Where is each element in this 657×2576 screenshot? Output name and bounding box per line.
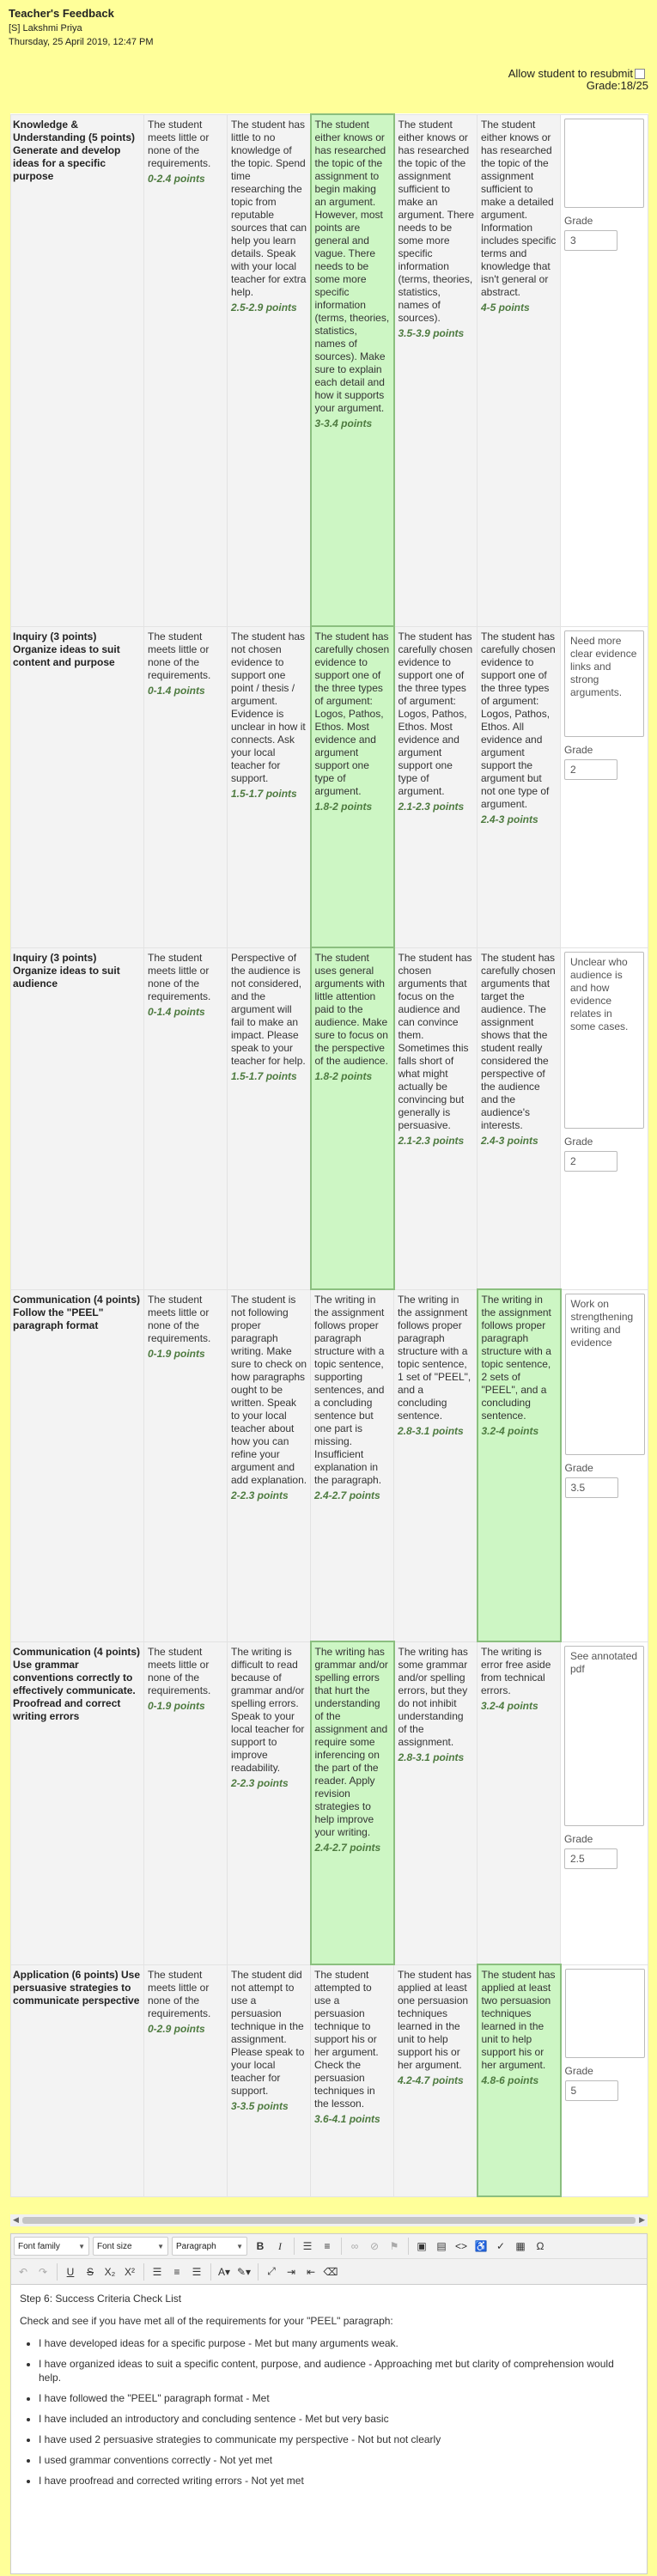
level-description: The student is not following proper paragraph writing. Make sure to check on how paragraphs ought to be written. Speak to your local teacher about how you can refine your argument and add explanation.	[231, 1293, 307, 1486]
underline-icon[interactable]: U	[66, 2265, 75, 2278]
media-icon[interactable]: ▤	[436, 2240, 447, 2252]
rubric-level[interactable]	[144, 1289, 228, 1641]
criterion-description: Application (6 points) Use persuasive strategies to communicate perspective	[11, 1964, 144, 2196]
background-color-icon[interactable]: ✎▾	[236, 2265, 252, 2278]
level-description: The writing in the assignment follows proper paragraph structure with a topic sentence, 1 set of "PEEL", and a concluding sentence.	[398, 1293, 471, 1422]
rubric-level[interactable]	[228, 1964, 311, 2196]
level-points: 2.4-2.7 points	[314, 1842, 381, 1854]
feedback-date: Thursday, 25 April 2019, 12:47 PM	[9, 37, 154, 47]
level-description: The student either knows or has researched the topic of the assignment sufficient to make an argument. There needs to be some more specific information (terms, theories, statistics, names of sources).	[398, 118, 474, 324]
grade-label: Grade	[564, 1832, 593, 1845]
list-item: • I have proofread and corrected writing errors - Not yet met	[39, 2474, 638, 2488]
rubric-level[interactable]	[394, 626, 478, 947]
rubric-level[interactable]	[228, 947, 311, 1289]
link-icon[interactable]: ∞	[350, 2240, 359, 2252]
remark-textarea[interactable]: Need more clear evidence links and strong arguments.	[564, 630, 644, 737]
level-description: The student either knows or has researched the topic of the assignment sufficient to make a detailed argument. Information includes specific terms and knowledge that isn't general or abstract.	[481, 118, 557, 298]
font-size-select[interactable]	[93, 2237, 168, 2256]
list-item: • I have organized ideas to suit a specific content, purpose, and audience - Approaching met but clarity of comprehension would help.	[39, 2357, 638, 2384]
scrollbar-thumb[interactable]	[22, 2217, 636, 2224]
page-title: Teacher's Feedback	[9, 7, 114, 20]
level-points: 2.4-3 points	[481, 1134, 538, 1147]
horizontal-scrollbar[interactable]	[10, 2214, 648, 2226]
level-points: 2.4-2.7 points	[314, 1489, 380, 1501]
rubric-level[interactable]	[478, 114, 561, 626]
rubric-table	[10, 113, 648, 2197]
rubric-level[interactable]	[228, 114, 311, 626]
rubric-level[interactable]	[311, 1289, 394, 1641]
level-description: The student has not chosen evidence to support one point / thesis / argument. Evidence is unclear in how it connects. Ask your local teacher for support.	[231, 630, 306, 784]
level-points: 2.4-3 points	[481, 813, 538, 825]
criterion-description: Communication (4 points) Use grammar conventions correctly to effectively communicate. Proofread and correct writing errors	[11, 1641, 144, 1964]
text-color-icon[interactable]: A▾	[217, 2265, 231, 2278]
level-description: The student meets little or none of the requirements.	[148, 1968, 211, 2019]
level-points: 2.5-2.9 points	[231, 301, 297, 314]
level-description: The writing in the assignment follows proper paragraph structure with a topic sentence, 2 sets of "PEEL", and a concluding sentence.	[481, 1294, 551, 1422]
level-description: The student meets little or none of the requirements.	[148, 1645, 211, 1696]
rubric-level[interactable]	[478, 1641, 561, 1964]
toolbar-separator	[143, 2263, 144, 2281]
level-description: The student has applied at least two persuasion techniques learned in the unit to help support his or her argument.	[481, 1969, 556, 2071]
toolbar-separator	[57, 2263, 58, 2281]
level-description: The student meets little or none of the requirements.	[148, 951, 211, 1002]
font-size-value: Font size	[97, 2241, 132, 2251]
grade-input[interactable]: 2	[564, 759, 617, 780]
redo-icon[interactable]: ↷	[38, 2265, 48, 2278]
level-description: The student attempted to use a persuasion technique to support his or her argument. Check the persuasion techniques in the lesson.	[314, 1969, 379, 2110]
rubric-level[interactable]	[144, 947, 228, 1289]
level-points: 2-2.3 points	[231, 1489, 289, 1501]
level-points: 4-5 points	[481, 301, 530, 314]
table-icon[interactable]: ▦	[515, 2240, 526, 2252]
italic-icon[interactable]: I	[278, 2239, 282, 2252]
list-item: • I have included an introductory and concluding sentence - Met but very basic	[39, 2412, 638, 2426]
rubric-level[interactable]	[228, 1289, 311, 1641]
editor-toolbar-primary	[11, 2234, 647, 2259]
align-left-icon[interactable]: ☰	[152, 2265, 162, 2278]
chevron-down-icon: ▼	[78, 2242, 85, 2250]
level-points: 0-2.4 points	[148, 172, 205, 185]
student-name: [S] Lakshmi Priya	[9, 23, 82, 33]
grade-input[interactable]: 2.5	[564, 1848, 617, 1869]
level-description: The writing has some grammar and/or spelling errors, but they do not inhibit understanding of the assignment.	[398, 1645, 468, 1748]
grade-input[interactable]: 2	[564, 1151, 617, 1172]
remark-cell	[561, 626, 648, 947]
rubric-row	[11, 626, 648, 947]
criterion-description: Inquiry (3 points) Organize ideas to suit content and purpose	[11, 626, 144, 947]
level-points: 3.2-4 points	[481, 1425, 539, 1437]
outdent-icon[interactable]: ⇤	[306, 2265, 316, 2278]
rich-text-editor	[10, 2233, 648, 2574]
level-description: The student either knows or has researched the topic of the assignment to begin making an argument. However, most points are general and vague. There needs to be some more specific information (terms, theories, statistics, names of sources). Make sure to explain each detail and how it supports your argument.	[314, 119, 390, 414]
level-description: The student meets little or none of the requirements.	[148, 118, 211, 169]
format-select[interactable]	[172, 2237, 247, 2256]
special-character-icon[interactable]: Ω	[536, 2240, 544, 2252]
rubric-level-selected[interactable]	[478, 1964, 561, 2196]
editor-intro: Check and see if you have met all of the requirements for your "PEEL" paragraph:	[20, 2315, 393, 2327]
success-criteria-list	[20, 2336, 638, 2488]
remark-cell	[561, 1964, 648, 2196]
criterion-description: Knowledge & Understanding (5 points) Generate and develop ideas for a specific purpose	[11, 114, 144, 626]
toolbar-separator	[408, 2238, 409, 2255]
spellcheck-icon[interactable]: ✓	[496, 2240, 506, 2252]
editor-content[interactable]	[11, 2285, 647, 2501]
remark-textarea[interactable]: See annotated pdf	[564, 1646, 644, 1826]
level-points: 0-1.9 points	[148, 1699, 205, 1712]
font-family-select[interactable]	[14, 2237, 89, 2256]
rubric-row	[11, 947, 648, 1289]
level-points: 3.6-4.1 points	[314, 2113, 380, 2125]
level-points: 3-3.4 points	[314, 417, 373, 429]
level-points: 2.1-2.3 points	[398, 1134, 465, 1147]
subscript-icon[interactable]: X₂	[104, 2265, 116, 2278]
list-item: • I used grammar conventions correctly - Not yet met	[39, 2453, 638, 2467]
grade-label: Grade	[564, 2064, 593, 2077]
numbered-list-icon[interactable]: ≡	[324, 2240, 331, 2252]
rubric-level[interactable]	[394, 947, 478, 1289]
format-value: Paragraph	[176, 2241, 216, 2251]
level-points: 0-1.4 points	[148, 684, 205, 697]
font-family-value: Font family	[18, 2241, 60, 2251]
rubric-level[interactable]	[394, 114, 478, 626]
indent-icon[interactable]: ⇥	[286, 2265, 296, 2278]
criterion-description: Inquiry (3 points) Organize ideas to suit audience	[11, 947, 144, 1289]
level-points: 2-2.3 points	[231, 1776, 289, 1789]
criterion-description: Communication (4 points) Follow the "PEEL" paragraph format	[11, 1289, 144, 1641]
rubric-level[interactable]	[144, 1641, 228, 1964]
superscript-icon[interactable]: X²	[125, 2265, 135, 2278]
align-center-icon[interactable]: ≡	[173, 2265, 180, 2278]
remark-cell	[561, 1289, 648, 1641]
chevron-down-icon: ▼	[157, 2242, 164, 2250]
rubric-level[interactable]	[228, 1641, 311, 1964]
grade-input[interactable]: 3	[564, 230, 617, 251]
rubric-level-selected[interactable]	[311, 947, 394, 1289]
level-points: 3.2-4 points	[481, 1700, 538, 1712]
rubric-level[interactable]	[311, 1964, 394, 2196]
clear-formatting-icon[interactable]: ⌫	[323, 2265, 338, 2278]
rubric-level[interactable]	[478, 947, 561, 1289]
scroll-right-icon[interactable]: ▶	[639, 2215, 645, 2224]
rubric-level[interactable]	[228, 626, 311, 947]
grade-label: Grade	[564, 1461, 593, 1474]
anchor-icon[interactable]: ⚑	[389, 2240, 399, 2252]
level-description: The student has applied at least one persuasion techniques learned in the unit to help support his or her argument.	[398, 1968, 472, 2071]
list-item: • I have used 2 persuasive strategies to communicate my perspective - Not but not clearly	[39, 2433, 638, 2446]
fullscreen-icon[interactable]: ⤢	[267, 2265, 276, 2277]
rubric-level[interactable]	[144, 626, 228, 947]
resubmit-label: Allow student to resubmit	[508, 67, 633, 80]
scroll-left-icon[interactable]: ◀	[13, 2215, 19, 2224]
editor-step-title: Step 6: Success Criteria Check List	[20, 2293, 182, 2305]
toolbar-separator	[210, 2263, 211, 2281]
rubric-level[interactable]	[144, 1964, 228, 2196]
grade-label: Grade	[564, 743, 593, 756]
bold-icon[interactable]: B	[256, 2240, 265, 2252]
level-points: 2.8-3.1 points	[398, 1424, 464, 1437]
level-description: The writing in the assignment follows proper paragraph structure with a topic sentence, supporting sentences, and a concluding sentence but one part is missing. Insufficient explanation in the paragraph.	[314, 1294, 385, 1486]
resubmit-option	[508, 67, 645, 80]
align-right-icon[interactable]: ☰	[192, 2265, 202, 2278]
level-description: The student uses general arguments with little attention paid to the audience. Make sure to focus on the perspective of the audience.	[314, 952, 388, 1067]
level-description: The student has carefully chosen evidence to support one of the three types of argument: Logos, Pathos, Ethos. Most evidence and argument support one type of argument.	[314, 630, 390, 797]
code-icon[interactable]: <>	[454, 2240, 467, 2252]
rubric-row	[11, 114, 648, 626]
level-points: 0-2.9 points	[148, 2022, 205, 2035]
rubric-level-selected[interactable]	[311, 1641, 394, 1964]
grade-label: Grade	[564, 1135, 593, 1148]
rubric-level-selected[interactable]	[311, 114, 394, 626]
list-item: • I have followed the "PEEL" paragraph format - Met	[39, 2391, 638, 2405]
level-description: The student meets little or none of the requirements.	[148, 1293, 211, 1344]
list-item: • I have developed ideas for a specific purpose - Met but many arguments weak.	[39, 2336, 638, 2350]
level-description: Perspective of the audience is not considered, and the argument will fail to make an impact. Please speak to your teacher for help.	[231, 951, 306, 1067]
rubric-level[interactable]	[478, 626, 561, 947]
remark-cell	[561, 947, 648, 1289]
level-description: The student has little to no knowledge of the topic. Spend time researching the topic from reputable sources that can help you learn details. Speak with your local teacher for extra help.	[231, 118, 307, 298]
rubric-level[interactable]	[394, 1641, 478, 1964]
level-description: The student meets little or none of the requirements.	[148, 630, 211, 681]
resubmit-checkbox[interactable]	[635, 69, 645, 79]
total-grade: Grade:18/25	[586, 79, 648, 92]
level-points: 0-1.4 points	[148, 1005, 205, 1018]
feedback-header	[0, 0, 657, 47]
level-points: 1.5-1.7 points	[231, 787, 297, 800]
grade-input[interactable]: 3.5	[565, 1477, 618, 1498]
level-points: 2.8-3.1 points	[398, 1751, 465, 1763]
level-points: 0-1.9 points	[148, 1347, 205, 1360]
remark-textarea[interactable]	[564, 119, 644, 208]
rubric-level-selected[interactable]	[311, 626, 394, 947]
rubric-level[interactable]	[394, 1289, 478, 1641]
remark-textarea[interactable]	[565, 1969, 645, 2058]
level-points: 4.2-4.7 points	[398, 2074, 464, 2086]
level-description: The student has chosen arguments that focus on the audience and can convince them. Sometimes this falls short of what might actually be convincing but generally is persuasive.	[398, 951, 472, 1131]
toolbar-separator	[258, 2263, 259, 2281]
image-icon[interactable]: ▣	[417, 2240, 427, 2252]
rubric-row	[11, 1289, 648, 1641]
unlink-icon[interactable]: ⊘	[369, 2240, 380, 2252]
editor-toolbar-secondary	[11, 2259, 647, 2285]
grade-label: Grade	[564, 214, 593, 227]
toolbar-separator	[294, 2238, 295, 2255]
accessibility-icon[interactable]: ♿	[474, 2240, 488, 2252]
level-description: The student has carefully chosen arguments that target the audience. The assignment shows that the student really considered the perspective of the audience and the audience's interests.	[481, 951, 556, 1131]
remark-textarea[interactable]: Work on strengthening writing and evidence	[565, 1294, 645, 1455]
level-points: 1.8-2 points	[314, 801, 373, 813]
rubric-level[interactable]	[394, 1964, 478, 2196]
level-description: The student did not attempt to use a persuasion technique in the assignment. Please speak to your local teacher for support.	[231, 1968, 305, 2097]
level-description: The writing is error free aside from technical errors.	[481, 1646, 551, 1696]
rubric-level-selected[interactable]	[478, 1289, 561, 1641]
undo-icon[interactable]: ↶	[18, 2265, 28, 2278]
bullet-list-icon[interactable]: ☰	[302, 2240, 313, 2252]
rubric-row	[11, 1964, 648, 2196]
remark-textarea[interactable]: Unclear who audience is and how evidence relates in some cases.	[564, 952, 644, 1129]
level-points: 4.8-6 points	[481, 2074, 539, 2086]
grade-input[interactable]: 5	[565, 2080, 618, 2101]
level-points: 3.5-3.9 points	[398, 326, 465, 339]
rubric-row	[11, 1641, 648, 1964]
remark-cell	[561, 114, 648, 626]
strikethrough-icon[interactable]: S	[86, 2265, 94, 2278]
level-description: The student has carefully chosen evidence to support one of the three types of argument: Logos, Pathos, Ethos. All evidence and argument support the argument but not one type of argument.	[481, 630, 556, 810]
remark-cell	[561, 1641, 648, 1964]
level-description: The student has carefully chosen evidence to support one of the three types of argument: Logos, Pathos, Ethos. Most evidence and argument support one type of argument.	[398, 630, 473, 797]
level-points: 3-3.5 points	[231, 2099, 289, 2112]
toolbar-separator	[341, 2238, 342, 2255]
level-description: The writing is difficult to read because of grammar and/or spelling errors. Speak to your local teacher for support to improve readability.	[231, 1645, 305, 1774]
rubric-level[interactable]	[144, 114, 228, 626]
level-points: 1.5-1.7 points	[231, 1069, 297, 1082]
level-points: 1.8-2 points	[314, 1070, 373, 1082]
chevron-down-icon: ▼	[236, 2242, 243, 2250]
level-points: 2.1-2.3 points	[398, 800, 465, 813]
level-description: The writing has grammar and/or spelling errors that hurt the understanding of the assignment and require some inferencing on the part of the reader. Apply revision strategies to help improve your writing.	[314, 1646, 388, 1838]
